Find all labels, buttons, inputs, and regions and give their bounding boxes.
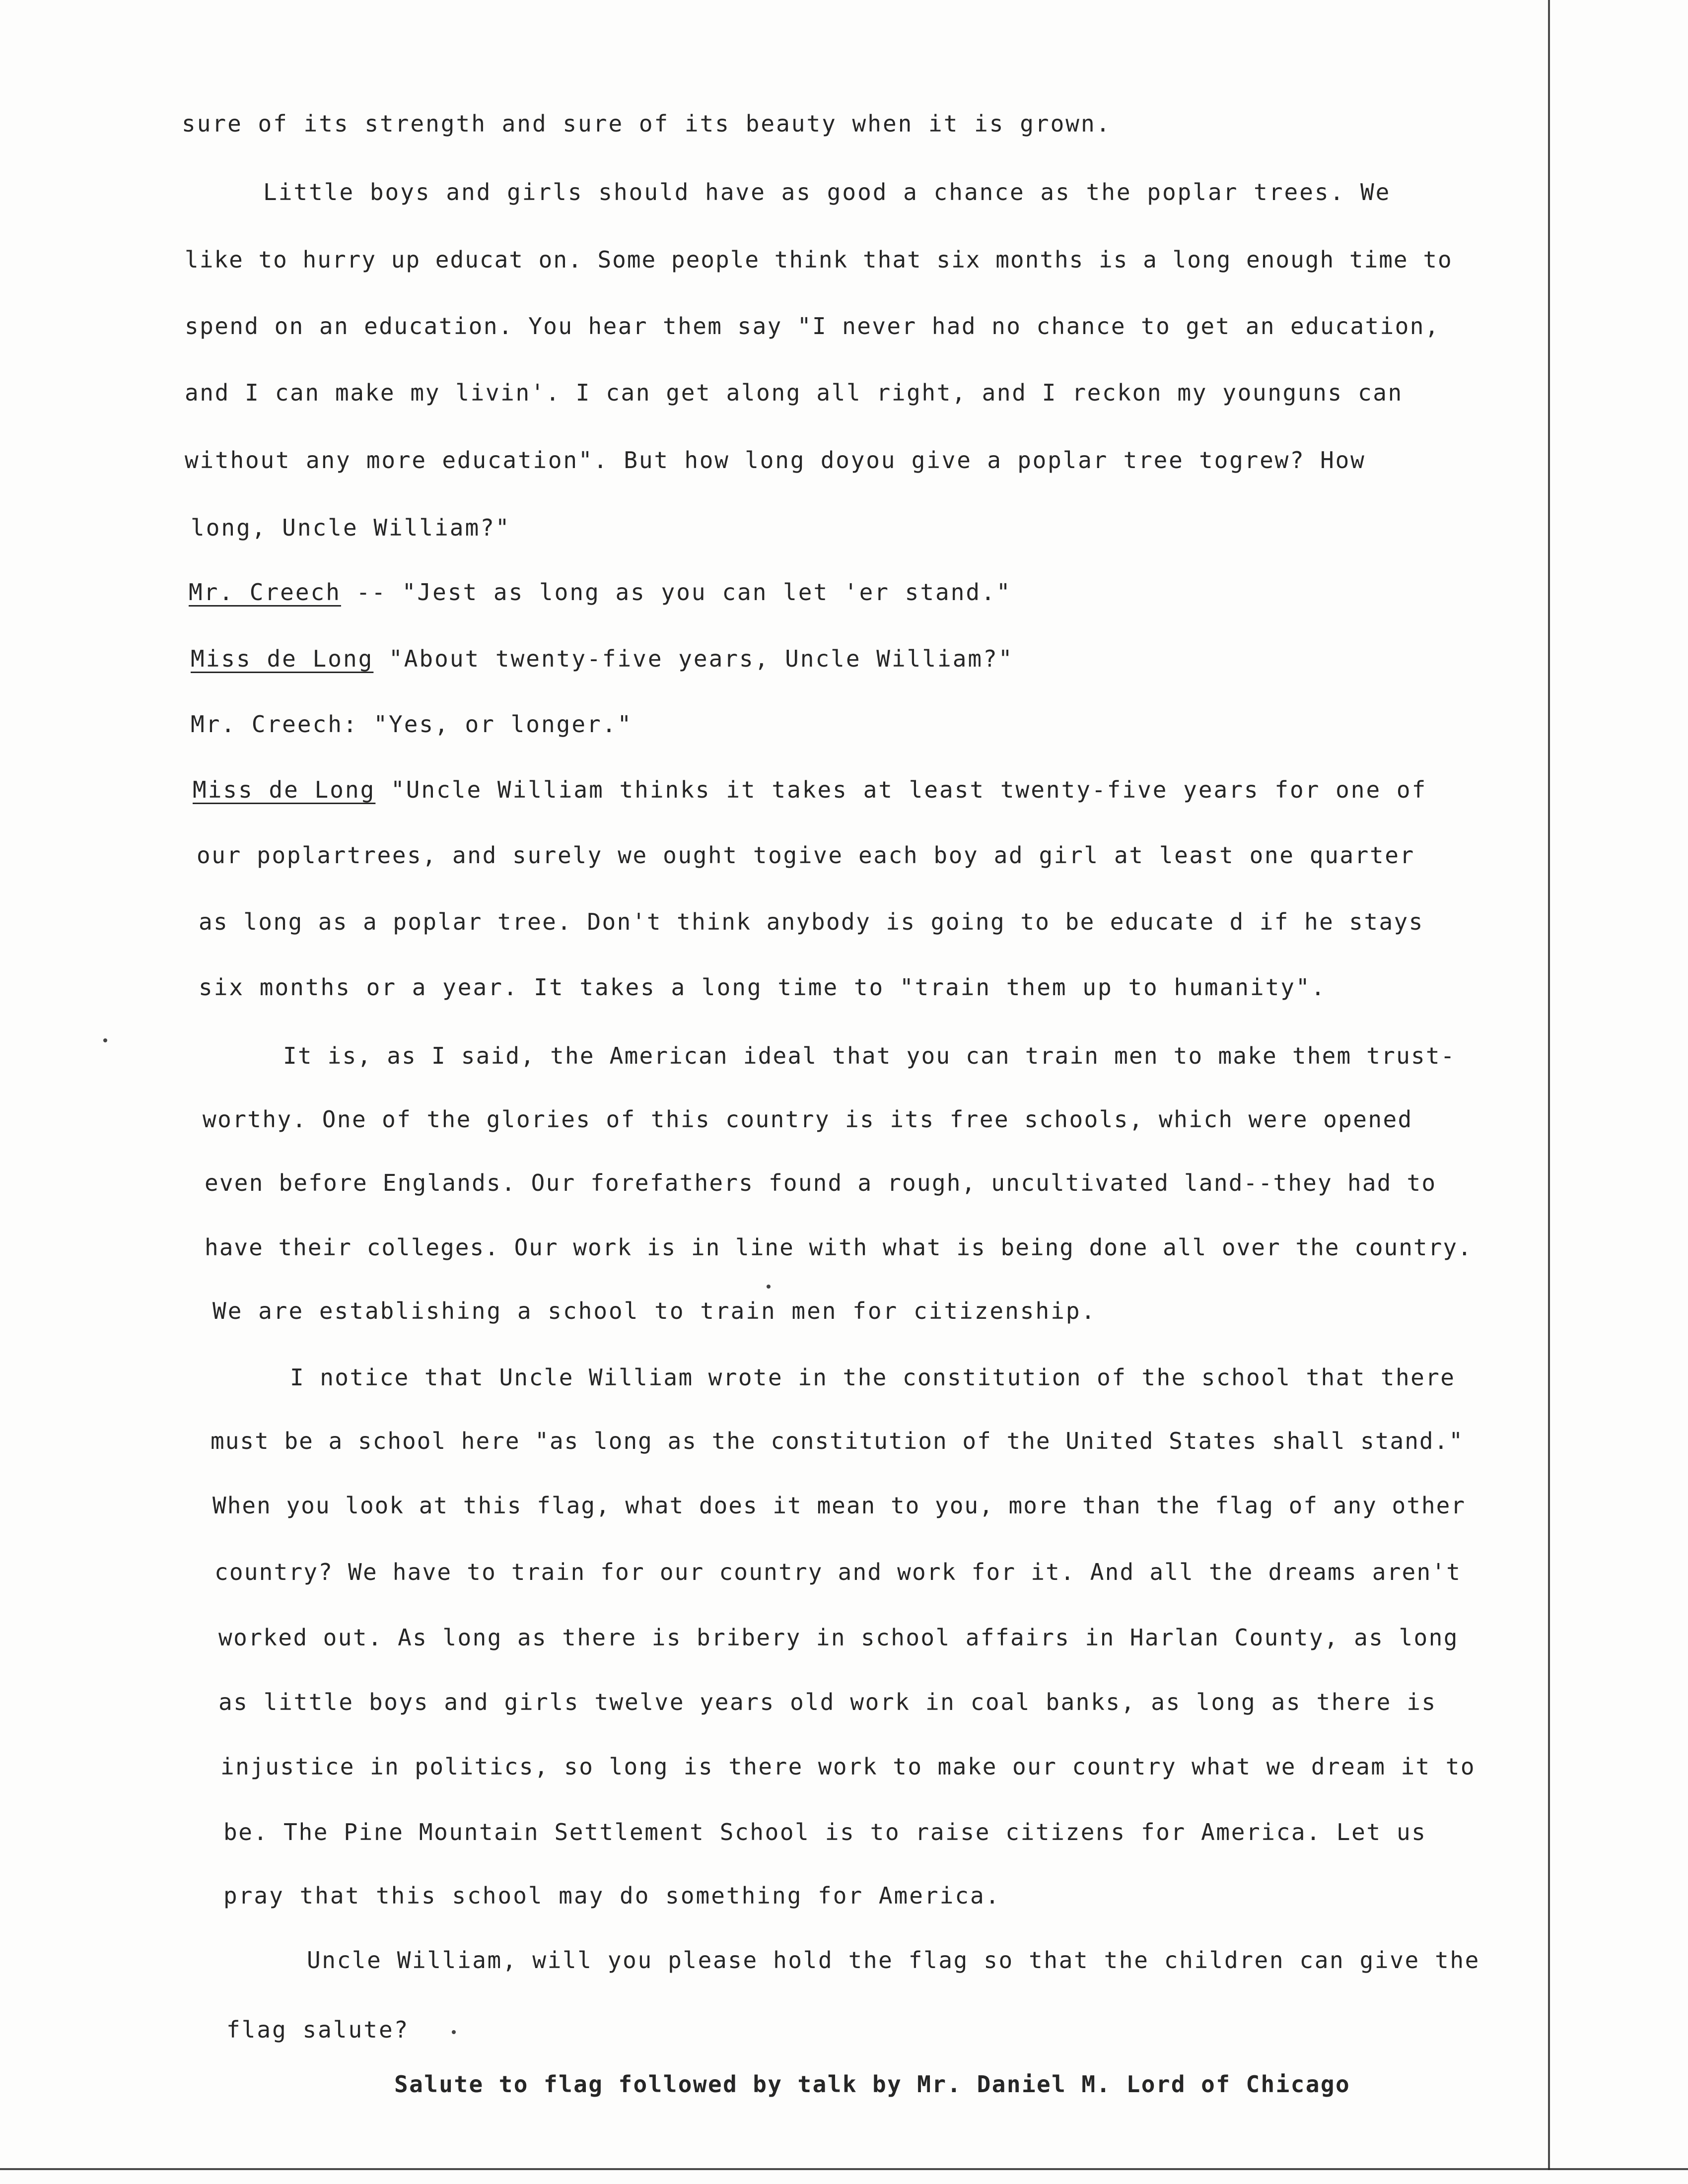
text-line: worked out. As long as there is bribery in school affairs in Harlan County, as long [218,1624,1459,1651]
text-line: Mr. Creech: "Yes, or longer." [191,711,633,738]
text-line: as long as a poplar tree. Don't think anybody is going to be educate d if he stays [199,908,1424,935]
text-line: spend on an education. You hear them say "I never had no chance to get an education, [185,313,1440,340]
text-line: our poplartrees, and surely we ought togive each boy ad girl at least one quarter [197,842,1415,869]
text-line: I notice that Uncle William wrote in the constitution of the school that there [290,1364,1456,1391]
dialogue-separator: -- [341,579,402,606]
text-line: must be a school here "as long as the constitution of the United States shall stand." [211,1428,1464,1454]
closing-note: Salute to flag followed by talk by Mr. Daniel M. Lord of Chicago [394,2071,1351,2098]
stray-ink-dot [103,1038,107,1042]
text-line: six months or a year. It takes a long time to "train them up to humanity". [199,974,1327,1001]
dialogue-text: "About twenty-five years, Uncle William?" [389,645,1014,672]
text-line: long, Uncle William?" [191,514,511,541]
text-line: flag salute? [226,2016,410,2043]
text-line: be. The Pine Mountain Settlement School is to raise citizens for America. Let us [223,1819,1427,1845]
dialogue-text: "Uncle William thinks it takes at least twenty-five years for one of [391,776,1427,803]
text-line: without any more education". But how long doyou give a poplar tree togrew? How [185,447,1366,474]
text-line: country? We have to train for our country and work for it. And all the dreams aren't [214,1559,1462,1585]
speaker-label: Miss de Long [193,776,376,803]
text-line: even before Englands. Our forefathers found a rough, uncultivated land--they had to [205,1169,1437,1196]
speaker-label: Mr. Creech [189,579,341,606]
text-line: injustice in politics, so long is there work to make our country what we dream it to [220,1753,1476,1780]
text-line: We are establishing a school to train men for citizenship. [212,1297,1097,1324]
dialogue-line-miss-de-long [193,778,1427,801]
text-line: It is, as I said, the American ideal that you can train men to make them trust- [283,1042,1456,1069]
dialogue-line-miss-de-long [191,647,1014,670]
speaker-label: Miss de Long [191,645,374,672]
text-line: Little boys and girls should have as good a chance as the poplar trees. We [263,179,1391,205]
vertical-scan-line [1548,0,1550,2170]
text-line: like to hurry up educat on. Some people think that six months is a long enough time to [185,246,1453,273]
text-line: as little boys and girls twelve years old work in coal banks, as long as there is [218,1689,1437,1715]
text-line: have their colleges. Our work is in line with what is being done all over the country. [205,1234,1473,1261]
text-line: pray that this school may do something for America. [223,1882,1001,1909]
text-line: Uncle William, will you please hold the flag so that the children can give the [307,1947,1480,1974]
text-line: sure of its strength and sure of its beauty when it is grown. [182,110,1112,137]
stray-ink-dot [767,1285,771,1289]
horizontal-scan-line [0,2168,1688,2170]
stray-ink-dot [452,2030,456,2034]
text-line: worthy. One of the glories of this country is its free schools, which were opened [203,1106,1413,1133]
text-line: When you look at this flag, what does it mean to you, more than the flag of any other [212,1492,1466,1519]
dialogue-text: "Jest as long as you can let 'er stand." [402,579,1012,606]
dialogue-line-mr-creech [189,581,1012,604]
text-line: and I can make my livin'. I can get along all right, and I reckon my younguns can [185,379,1403,406]
